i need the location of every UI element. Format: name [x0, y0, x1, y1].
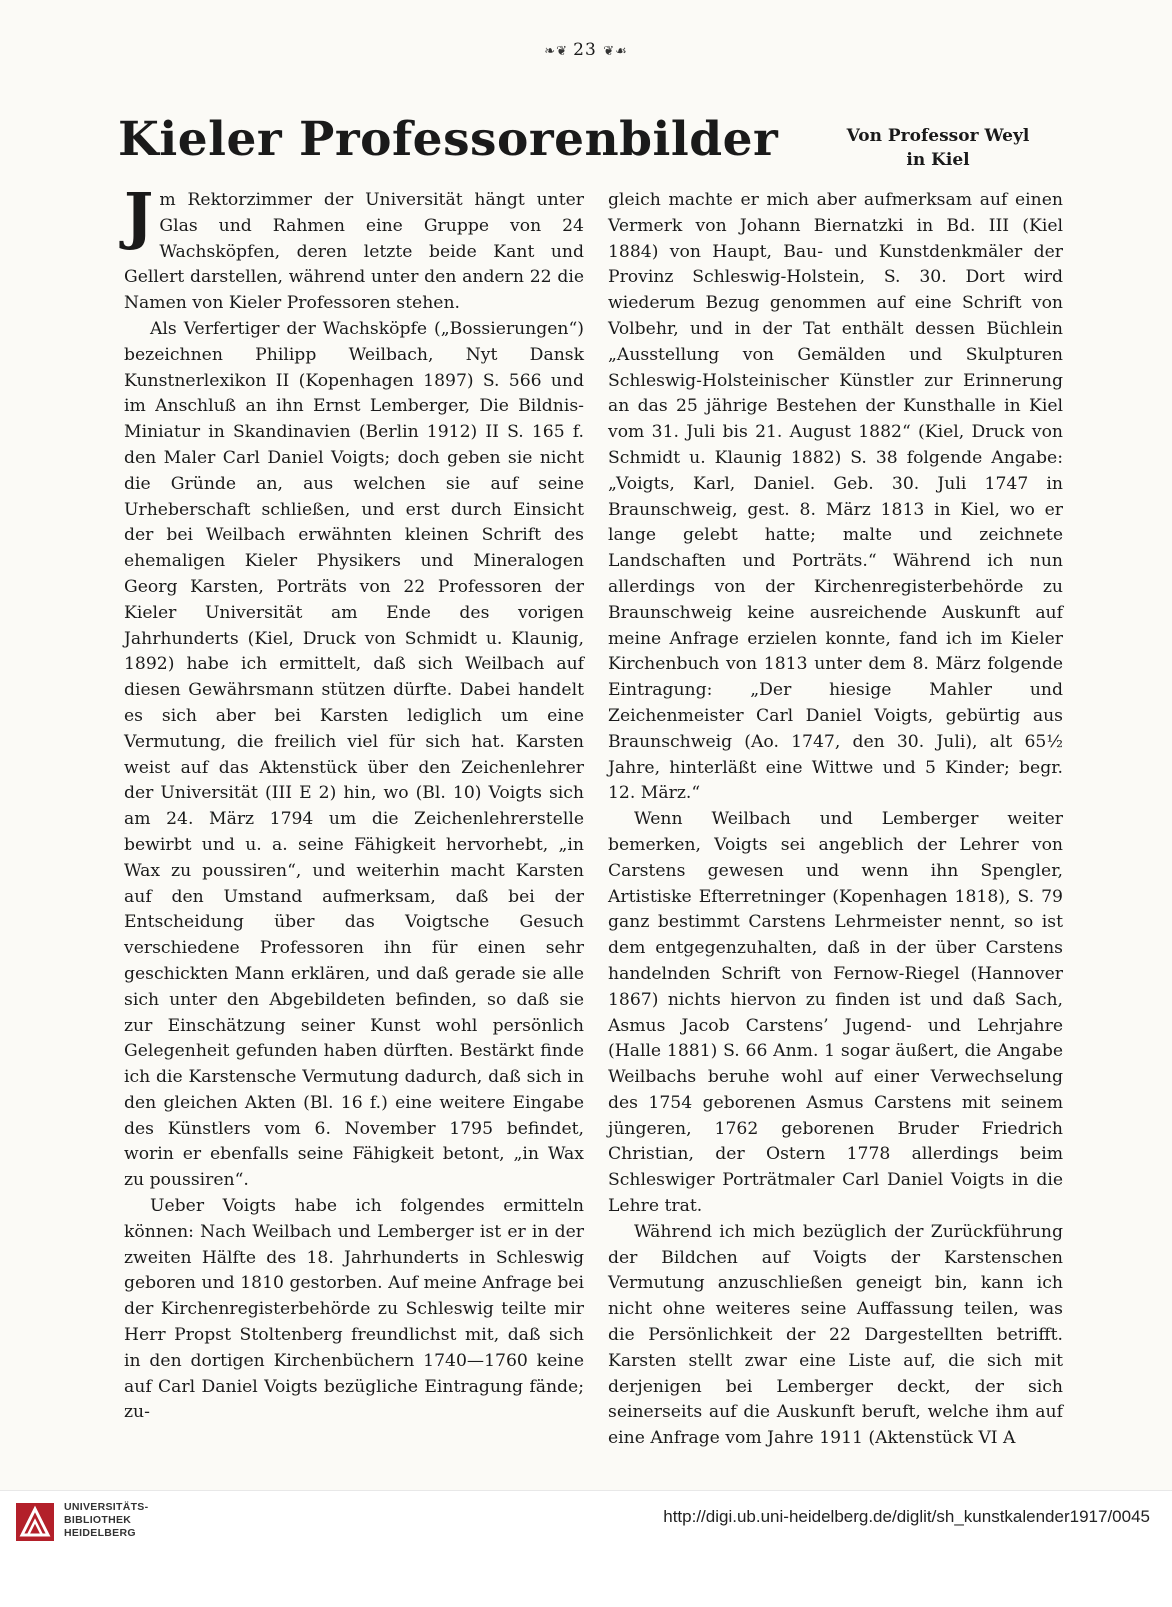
university-library-logo-icon [14, 1501, 56, 1543]
byline [800, 124, 1076, 172]
drop-cap: J [124, 179, 154, 252]
ornament-left-icon: ❧❦ [544, 44, 574, 59]
left-column [124, 179, 584, 1426]
institution-line: UNIVERSITÄTS- [64, 1501, 149, 1513]
source-url-link[interactable]: http://digi.ub.uni-heidelberg.de/diglit/sh_kunstkalender1917/0045 [663, 1507, 1150, 1526]
ornament-right-icon: ❦☙ [603, 44, 628, 59]
paragraph: Ueber Voigts habe ich folgendes ermitteln können: Nach Weilbach und Lemberger ist er in der zweiten Hälfte des 18. Jahrhunderts in Schleswig geboren und 1810 gestorben. Auf meine Anfrage bei der Kirchenregisterbehörde zu Schleswig teilte mir Herr Propst Stoltenberg freundlichst mit, daß sich in den dortigen Kirchenbüchern 1740—1760 keine auf Carl Daniel Voigts bezügliche Eintragung fände; zu- [124, 1196, 584, 1423]
paragraph: Während ich mich bezüglich der Zurückführung der Bildchen auf Voigts der Karstenschen Vermutung anzuschließen geneigt bin, kann ich nicht ohne weiteres seine Auffassung teilen, was die Persönlichkeit der 22 Dargestellten betrifft. Karsten stellt zwar eine Liste auf, die sich mit derjenigen bei Lemberger deckt, der sich seinerseits auf die Auskunft beruft, welche ihm auf eine Anfrage vom Jahre 1911 (Aktenstück VI A [608, 1221, 1063, 1449]
article-title: Kieler Professorenbilder [118, 112, 779, 167]
paragraph: Wenn Weilbach und Lemberger weiter bemerken, Voigts sei angeblich der Lehrer von Carstens gewesen und wenn ihn Spengler, Artistiske Efterretninger (Kopenhagen 1818), S. 79 ganz bestimmt Carstens Lehrmeister nennt, so ist dem entgegenzuhalten, daß in der über Carstens handelnden Schrift von Fernow-Riegel (Hannover 1867) nichts hiervon zu finden ist und daß Sach, Asmus Jacob Carstens’ Jugend- und Lehrjahre (Halle 1881) S. 66 Anm. 1 sogar äußert, die Angabe Weilbachs beruhe wohl auf einer Verwechselung des 1754 geborenen Asmus Carstens mit seinem jüngeren, 1762 geborenen Bruder Friedrich Christian, der Ostern 1778 allerdings beim Schleswiger Porträtmaler Carl Daniel Voigts in die Lehre trat. [608, 809, 1063, 1217]
paragraph: Als Verfertiger der Wachsköpfe („Bossierungen“) bezeichnen Philipp Weilbach, Nyt Dansk Kunstnerlexikon II (Kopenhagen 1897) S. 566 und im Anschluß an ihn Ernst Lemberger, Die Bildnis-Miniatur in Skandinavien (Berlin 1912) II S. 165 f. den Maler Carl Daniel Voigts; doch geben sie nicht die Gründe an, aus welchen sie auf seine Urheberschaft schließen, und erst durch Einsicht der bei Weilbach erwähnten kleinen Schrift des ehemaligen Kieler Physikers und Mineralogen Georg Karsten, Porträts von 22 Professoren der Kieler Universität am Ende des vorigen Jahrhunderts (Kiel, Druck von Schmidt u. Klaunig, 1892) habe ich ermittelt, daß sich Weilbach auf diesen Gewährsmann stützen dürfte. Dabei handelt es sich aber bei Karsten lediglich um eine Vermutung, die freilich viel für sich hat. Karsten weist auf das Aktenstück über den Zeichenlehrer der Universität (III E 2) hin, wo (Bl. 10) Voigts sich am 24. März 1794 um die Zeichenlehrerstelle bewirbt und u. a. seine Fähigkeit hervorhebt, „in Wax zu poussiren“, und weiterhin macht Karsten auf den Umstand aufmerksam, daß bei der Entscheidung über das Voigtsche Gesuch verschiedene Professoren ihn für einen sehr geschickten Mann erklären, und daß gerade sie alle sich unter den Abgebildeten befinden, so daß sie zur Einschätzung seiner Kunst wohl persönlich Gelegenheit gefunden haben dürften. Bestärkt finde ich die Karstensche Vermutung dadurch, daß sich in den gleichen Akten (Bl. 16 f.) eine weitere Eingabe des Künstlers vom 6. November 1795 befindet, worin er ebenfalls seine Fähigkeit betont, „in Wax zu poussiren“. [124, 318, 584, 1191]
institution-name [64, 1501, 148, 1540]
page-number: 23 [573, 40, 597, 60]
institution-line: BIBLIOTHEK [64, 1514, 132, 1526]
page-number-header [0, 40, 1172, 60]
paragraph-text: m Rektorzimmer der Universität hängt unter Glas und Rahmen eine Gruppe von 24 Wachsköpfen, deren letzte beide Kant und Gellert darstellen, während unter den andern 22 die Namen von Kieler Professoren stehen. [124, 190, 584, 314]
right-column [608, 188, 1063, 1452]
paragraph [124, 179, 584, 317]
byline-author: Von Professor Weyl [846, 126, 1030, 146]
institution-line: HEIDELBERG [64, 1527, 136, 1539]
footer-bar [0, 1490, 1172, 1607]
paragraph: gleich machte er mich aber aufmerksam auf einen Vermerk von Johann Biernatzki in Bd. III (Kiel 1884) von Haupt, Bau- und Kunstdenkmäler der Provinz Schleswig-Holstein, S. 30. Dort wird wiederum Bezug genommen auf eine Schrift von Volbehr, und in der Tat enthält dessen Büchlein „Ausstellung von Gemälden und Skulpturen Schleswig-Holsteinischer Künstler zur Erinnerung an das 25 jährige Bestehen der Kunsthalle in Kiel vom 31. Juli bis 21. August 1882“ (Kiel, Druck von Schmidt u. Klaunig 1882) S. 38 folgende Angabe: „Voigts, Karl, Daniel. Geb. 30. Juli 1747 in Braunschweig, gest. 8. März 1813 in Kiel, wo er lange gelebt hatte; malte und zeichnete Landschaften und Porträts.“ Während ich nun allerdings von der Kirchenregisterbehörde zu Braunschweig keine ausreichende Auskunft auf meine Anfrage erzielen konnte, fand ich im Kieler Kirchenbuch von 1813 unter dem 8. März folgende Eintragung: „Der hiesige Mahler und Zeichenmeister Carl Daniel Voigts, gebürtig aus Braunschweig (Ao. 1747, den 30. Juli), alt 65½ Jahre, hinterläßt eine Wittwe und 5 Kinder; begr. 12. März.“ [608, 190, 1063, 804]
byline-place: in Kiel [906, 150, 970, 170]
